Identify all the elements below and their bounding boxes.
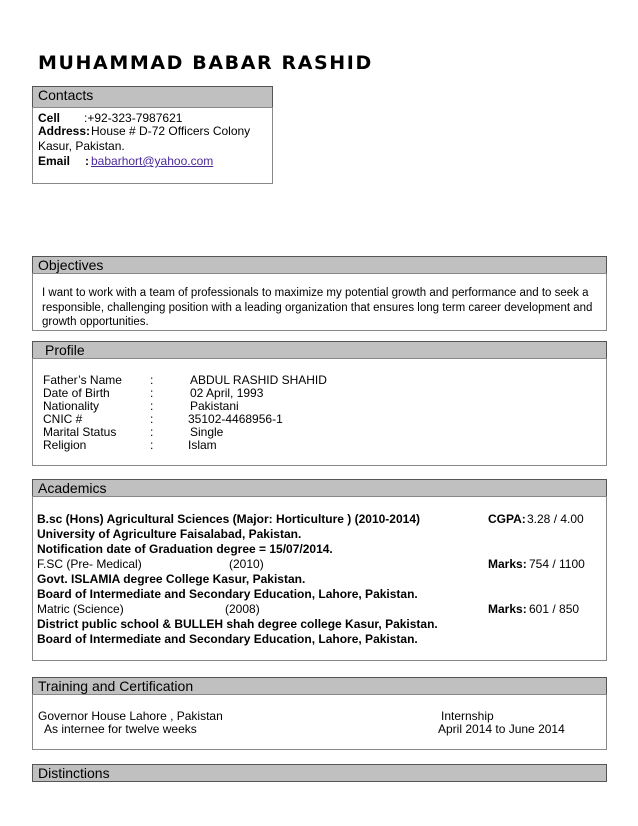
profile-value-religion: Islam	[188, 438, 217, 452]
bsc-university: University of Agriculture Faisalabad, Pakistan.	[37, 527, 302, 541]
profile-label-cnic: CNIC #	[43, 412, 83, 426]
cell-value: :+92-323-7987621	[84, 111, 183, 125]
profile-label-nationality: Nationality	[43, 399, 100, 413]
email-link[interactable]: babarhort@yahoo.com	[91, 154, 214, 168]
profile-sep: :	[150, 438, 154, 452]
profile-label-marital: Marital Status	[43, 425, 117, 439]
profile-label-religion: Religion	[43, 438, 87, 452]
address-label: Address:	[38, 124, 91, 138]
profile-label-dob: Date of Birth	[43, 386, 110, 400]
candidate-name: MUHAMMAD BABAR RASHID	[38, 52, 373, 74]
profile-label-father: Father’s Name	[43, 373, 122, 387]
profile-value-dob: 02 April, 1993	[190, 386, 264, 400]
fsc-marks-label: Marks:	[488, 557, 527, 571]
bsc-grade-label: CGPA:	[488, 512, 526, 526]
objectives-text: I want to work with a team of professionals to maximize my potential growth and performance and to seek a responsible, challenging position with a leading organization that ensures long term career development and growth opportunities.	[42, 287, 593, 328]
matric-marks-label: Marks:	[488, 602, 527, 616]
fsc-title: F.SC (Pre- Medical)	[37, 557, 142, 571]
training-org: Governor House Lahore , Pakistan	[38, 709, 223, 723]
fsc-college: Govt. ISLAMIA degree College Kasur, Pakistan.	[37, 572, 306, 586]
bsc-title: B.sc (Hons) Agricultural Sciences (Major: Horticulture ) (2010-2014)	[37, 512, 420, 526]
distinctions-header: Distinctions	[32, 764, 607, 782]
fsc-marks-value: 754 / 1100	[529, 557, 585, 571]
bsc-grade-value: 3.28 / 4.00	[527, 512, 584, 526]
academics-header: Academics	[32, 479, 607, 497]
address-line1: House # D-72 Officers Colony	[91, 124, 251, 138]
matric-year: (2008)	[225, 602, 260, 616]
matric-board: Board of Intermediate and Secondary Education, Lahore, Pakistan.	[37, 632, 418, 646]
training-header: Training and Certification	[32, 677, 607, 695]
email-separator: :	[85, 154, 89, 168]
profile-header: Profile	[32, 341, 607, 359]
training-detail: As internee for twelve weeks	[44, 722, 197, 736]
profile-value-father: ABDUL RASHID SHAHID	[190, 373, 327, 387]
bsc-notification: Notification date of Graduation degree = 15/07/2014.	[37, 542, 333, 556]
matric-school: District public school & BULLEH shah degree college Kasur, Pakistan.	[37, 617, 438, 631]
profile-sep: :	[150, 386, 154, 400]
fsc-board: Board of Intermediate and Secondary Education, Lahore, Pakistan.	[37, 587, 418, 601]
profile-sep: :	[150, 425, 154, 439]
email-label: Email	[38, 154, 71, 168]
fsc-year: (2010)	[229, 557, 264, 571]
cell-label: Cell	[38, 111, 61, 125]
profile-value-cnic: 35102-4468956-1	[188, 412, 283, 426]
profile-value-nationality: Pakistani	[190, 399, 239, 413]
training-type: Internship	[441, 709, 494, 723]
objectives-header: Objectives	[32, 256, 607, 274]
profile-sep: :	[150, 412, 154, 426]
profile-sep: :	[150, 373, 154, 387]
training-period: April 2014 to June 2014	[438, 722, 565, 736]
contacts-header: Contacts	[32, 86, 273, 108]
matric-title: Matric (Science)	[37, 602, 124, 616]
matric-marks-value: 601 / 850	[529, 602, 580, 616]
profile-value-marital: Single	[190, 425, 224, 439]
address-line2: Kasur, Pakistan.	[38, 139, 125, 153]
profile-sep: :	[150, 399, 154, 413]
